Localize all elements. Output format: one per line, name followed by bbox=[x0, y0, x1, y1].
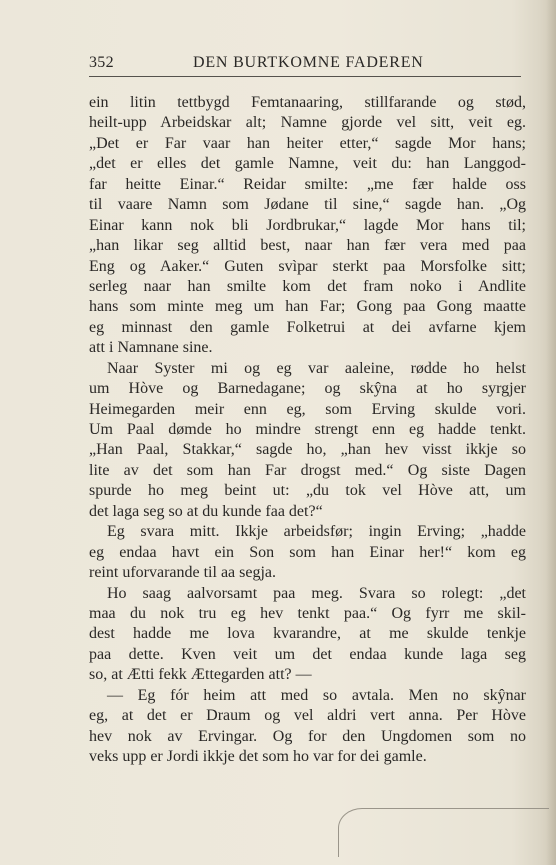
text-line: um Hòve og Barnedagane; og skŷna at ho syrgjer bbox=[89, 380, 526, 398]
text-line: det laga seg so at du kunde faa det?“ bbox=[89, 502, 323, 520]
text-line: „han likar seg alltid best, naar han fær vera med paa bbox=[89, 237, 526, 255]
text-line: far heitte Einar.“ Reidar smilte: „me fær halde oss bbox=[89, 175, 526, 193]
text-line: — Eg fór heim att med so avtala. Men no skŷnar bbox=[107, 686, 526, 704]
page-number: 352 bbox=[89, 54, 114, 71]
text-line: Um Paal dømde ho mindre strengt enn eg hadde tenkt. bbox=[89, 421, 526, 438]
page-header bbox=[89, 54, 521, 76]
text-line: serleg naar han smilte kom det fram noko i Andlite bbox=[89, 277, 526, 295]
text-line: heilt-upp Arbeidskar alt; Namne gjorde vel sitt, veit eg. bbox=[89, 114, 526, 132]
page-edge-shadow bbox=[546, 0, 556, 865]
text-line: spurde ho meg beint ut: „du tok vel Hòve att, um bbox=[89, 482, 526, 500]
running-title: DEN BURTKOMNE FADEREN bbox=[193, 54, 424, 71]
text-line: Heimegarden meir enn eg, som Erving skulde vori. bbox=[89, 400, 526, 418]
text-line: Naar Syster mi og eg var aaleine, rødde ho helst bbox=[107, 359, 526, 377]
text-line: so, at Ætti fekk Ættegarden att? — bbox=[89, 666, 312, 684]
header-rule bbox=[89, 76, 521, 77]
text-line: reint uforvarande til aa segja. bbox=[89, 564, 277, 582]
text-line: maa du nok tru eg hev tenkt paa.“ Og fyrr me skil- bbox=[89, 604, 526, 622]
text-line: Einar kann nok bli Jordbrukar,“ lagde Mor hans til; bbox=[89, 216, 526, 234]
body-text bbox=[89, 93, 526, 767]
library-stamp-outline bbox=[338, 808, 549, 857]
text-line: Eg svara mitt. Ikkje arbeidsfør; ingin Erving; „hadde bbox=[107, 523, 526, 541]
text-line: eg minnast den gamle Folketrui at dei avfarne kjem bbox=[89, 318, 526, 336]
text-line: „Han Paal, Stakkar,“ sagde ho, „han hev visst ikkje so bbox=[89, 441, 526, 459]
text-line: til vaare Namn som Jødane til sine,“ sagde han. „Og bbox=[89, 196, 526, 214]
text-line: eg, at det er Draum og vel aldri vert anna. Per Hòve bbox=[89, 707, 526, 725]
text-line: „Det er Far vaar han heiter etter,“ sagde Mor hans; bbox=[89, 134, 526, 152]
text-line: dest hadde me lova kvarandre, at me skulde tenkje bbox=[89, 625, 526, 643]
text-line: att i Namnane sine. bbox=[89, 339, 213, 357]
text-line: paa dette. Kven veit um det endaa kunde laga seg bbox=[89, 645, 526, 663]
text-line: eg endaa havt ein Son som han Einar her!“ kom eg bbox=[89, 543, 526, 561]
text-line: hans som minte meg um han Far; Gong paa Gong maatte bbox=[89, 298, 526, 316]
text-line: veks upp er Jordi ikkje det som ho var for dei gamle. bbox=[89, 748, 427, 765]
text-line: Ho saag aalvorsamt paa meg. Svara so rolegt: „det bbox=[107, 584, 526, 602]
text-line: Eng og Aaker.“ Guten svìpar sterkt paa Morsfolke sitt; bbox=[89, 257, 526, 275]
text-line: hev nok av Ervingar. Og for den Ungdomen som no bbox=[89, 727, 526, 745]
text-line: ein litin tettbygd Femtanaaring, stillfarande og stød, bbox=[89, 94, 526, 111]
text-line: lite av det som han Far drogst med.“ Og siste Dagen bbox=[89, 461, 526, 479]
text-line: „det er elles det gamle Namne, veit du: han Langgod- bbox=[89, 155, 526, 173]
